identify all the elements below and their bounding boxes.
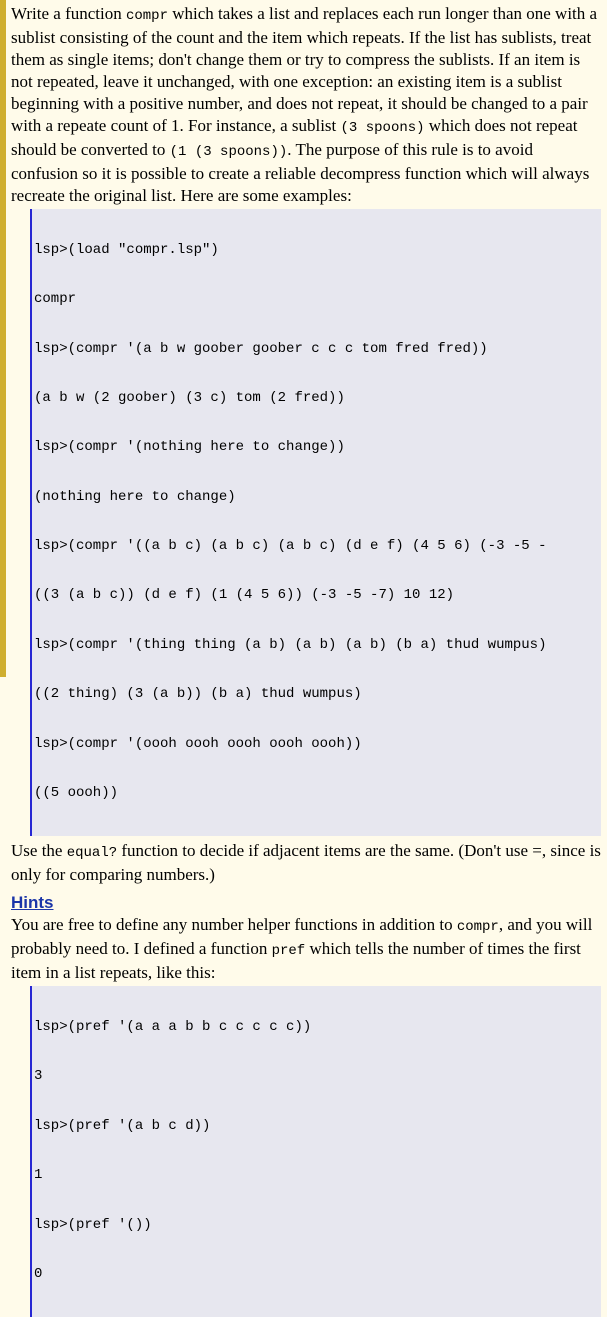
- code-line: lsp>(pref '(a b c d)): [34, 1117, 211, 1134]
- equal-text: function to decide if adjacent items are the same. (Don't use =, since is only for comparing numbers.): [11, 841, 601, 885]
- inline-code-compr: compr: [125, 8, 168, 24]
- inline-code-pref: pref: [271, 943, 306, 960]
- code-line: 1: [34, 1167, 43, 1184]
- inline-code-equal: equal?: [66, 845, 118, 862]
- inline-code-compr: compr: [456, 919, 499, 936]
- code-line: ((5 oooh)): [34, 784, 119, 801]
- code-line: lsp>(compr '(oooh oooh oooh oooh oooh)): [34, 735, 362, 752]
- code-line: (nothing here to change): [34, 488, 236, 505]
- intro-text: which takes a list and replaces each run longer than one with a sublist consisting of the count and the item which repeats. If the list has sublists, treat them as single items; don't change them or try to compress the sublists. If an item is not repeated, leave it unchanged, with one exception: an existing item is a sublist beginning with a positive number, and does not repeat, it should be changed to a pair with a repeate count of 1. For instance, a sublist: [11, 4, 598, 135]
- code-line: 0: [34, 1265, 43, 1282]
- code-example-pref: [30, 986, 601, 1317]
- code-line: lsp>(compr '(a b w goober goober c c c tom fred fred)): [34, 340, 488, 357]
- hints-paragraph: [11, 914, 601, 984]
- intro-paragraph: [11, 3, 601, 207]
- hints-text: which tells the number of times the first item in a list repeats, like this:: [11, 939, 581, 983]
- code-line: lsp>(compr '(thing thing (a b) (a b) (a b) (b a) thud wumpus): [34, 636, 547, 653]
- code-line: compr: [34, 291, 77, 308]
- intro-text: . The purpose of this rule is to avoid confusion so it is possible to create a reliable decompress function which will always recreate the original list. Here are some examples:: [11, 140, 590, 205]
- hints-heading: Hints: [11, 893, 54, 913]
- equal-paragraph: [11, 840, 601, 886]
- code-line: lsp>(pref '()): [34, 1216, 152, 1233]
- inline-code-one-spoons: (1 (3 spoons)): [169, 144, 288, 160]
- code-line: 3: [34, 1068, 43, 1085]
- code-line: lsp>(compr '((a b c) (a b c) (a b c) (d e f) (4 5 6) (-3 -5 -: [34, 538, 547, 555]
- code-line: ((2 thing) (3 (a b)) (b a) thud wumpus): [34, 686, 362, 703]
- intro-text: which does not repeat should be converted to: [11, 116, 578, 159]
- hints-text: , and you will probably need to. I defined a function: [11, 915, 593, 959]
- code-line: lsp>(compr '(nothing here to change)): [34, 439, 345, 456]
- inline-code-spoons: (3 spoons): [340, 120, 425, 136]
- code-line: (a b w (2 goober) (3 c) tom (2 fred)): [34, 389, 345, 406]
- intro-text: Write a function: [11, 4, 126, 23]
- equal-text: Use the: [11, 841, 67, 861]
- hints-text: You are free to define any number helper functions in addition to: [11, 915, 457, 935]
- code-line: lsp>(load "compr.lsp"): [34, 241, 219, 258]
- code-line: ((3 (a b c)) (d e f) (1 (4 5 6)) (-3 -5 -7) 10 12): [34, 587, 455, 604]
- code-line: lsp>(pref '(a a a b b c c c c c)): [34, 1019, 312, 1036]
- code-example-compr: [30, 209, 601, 836]
